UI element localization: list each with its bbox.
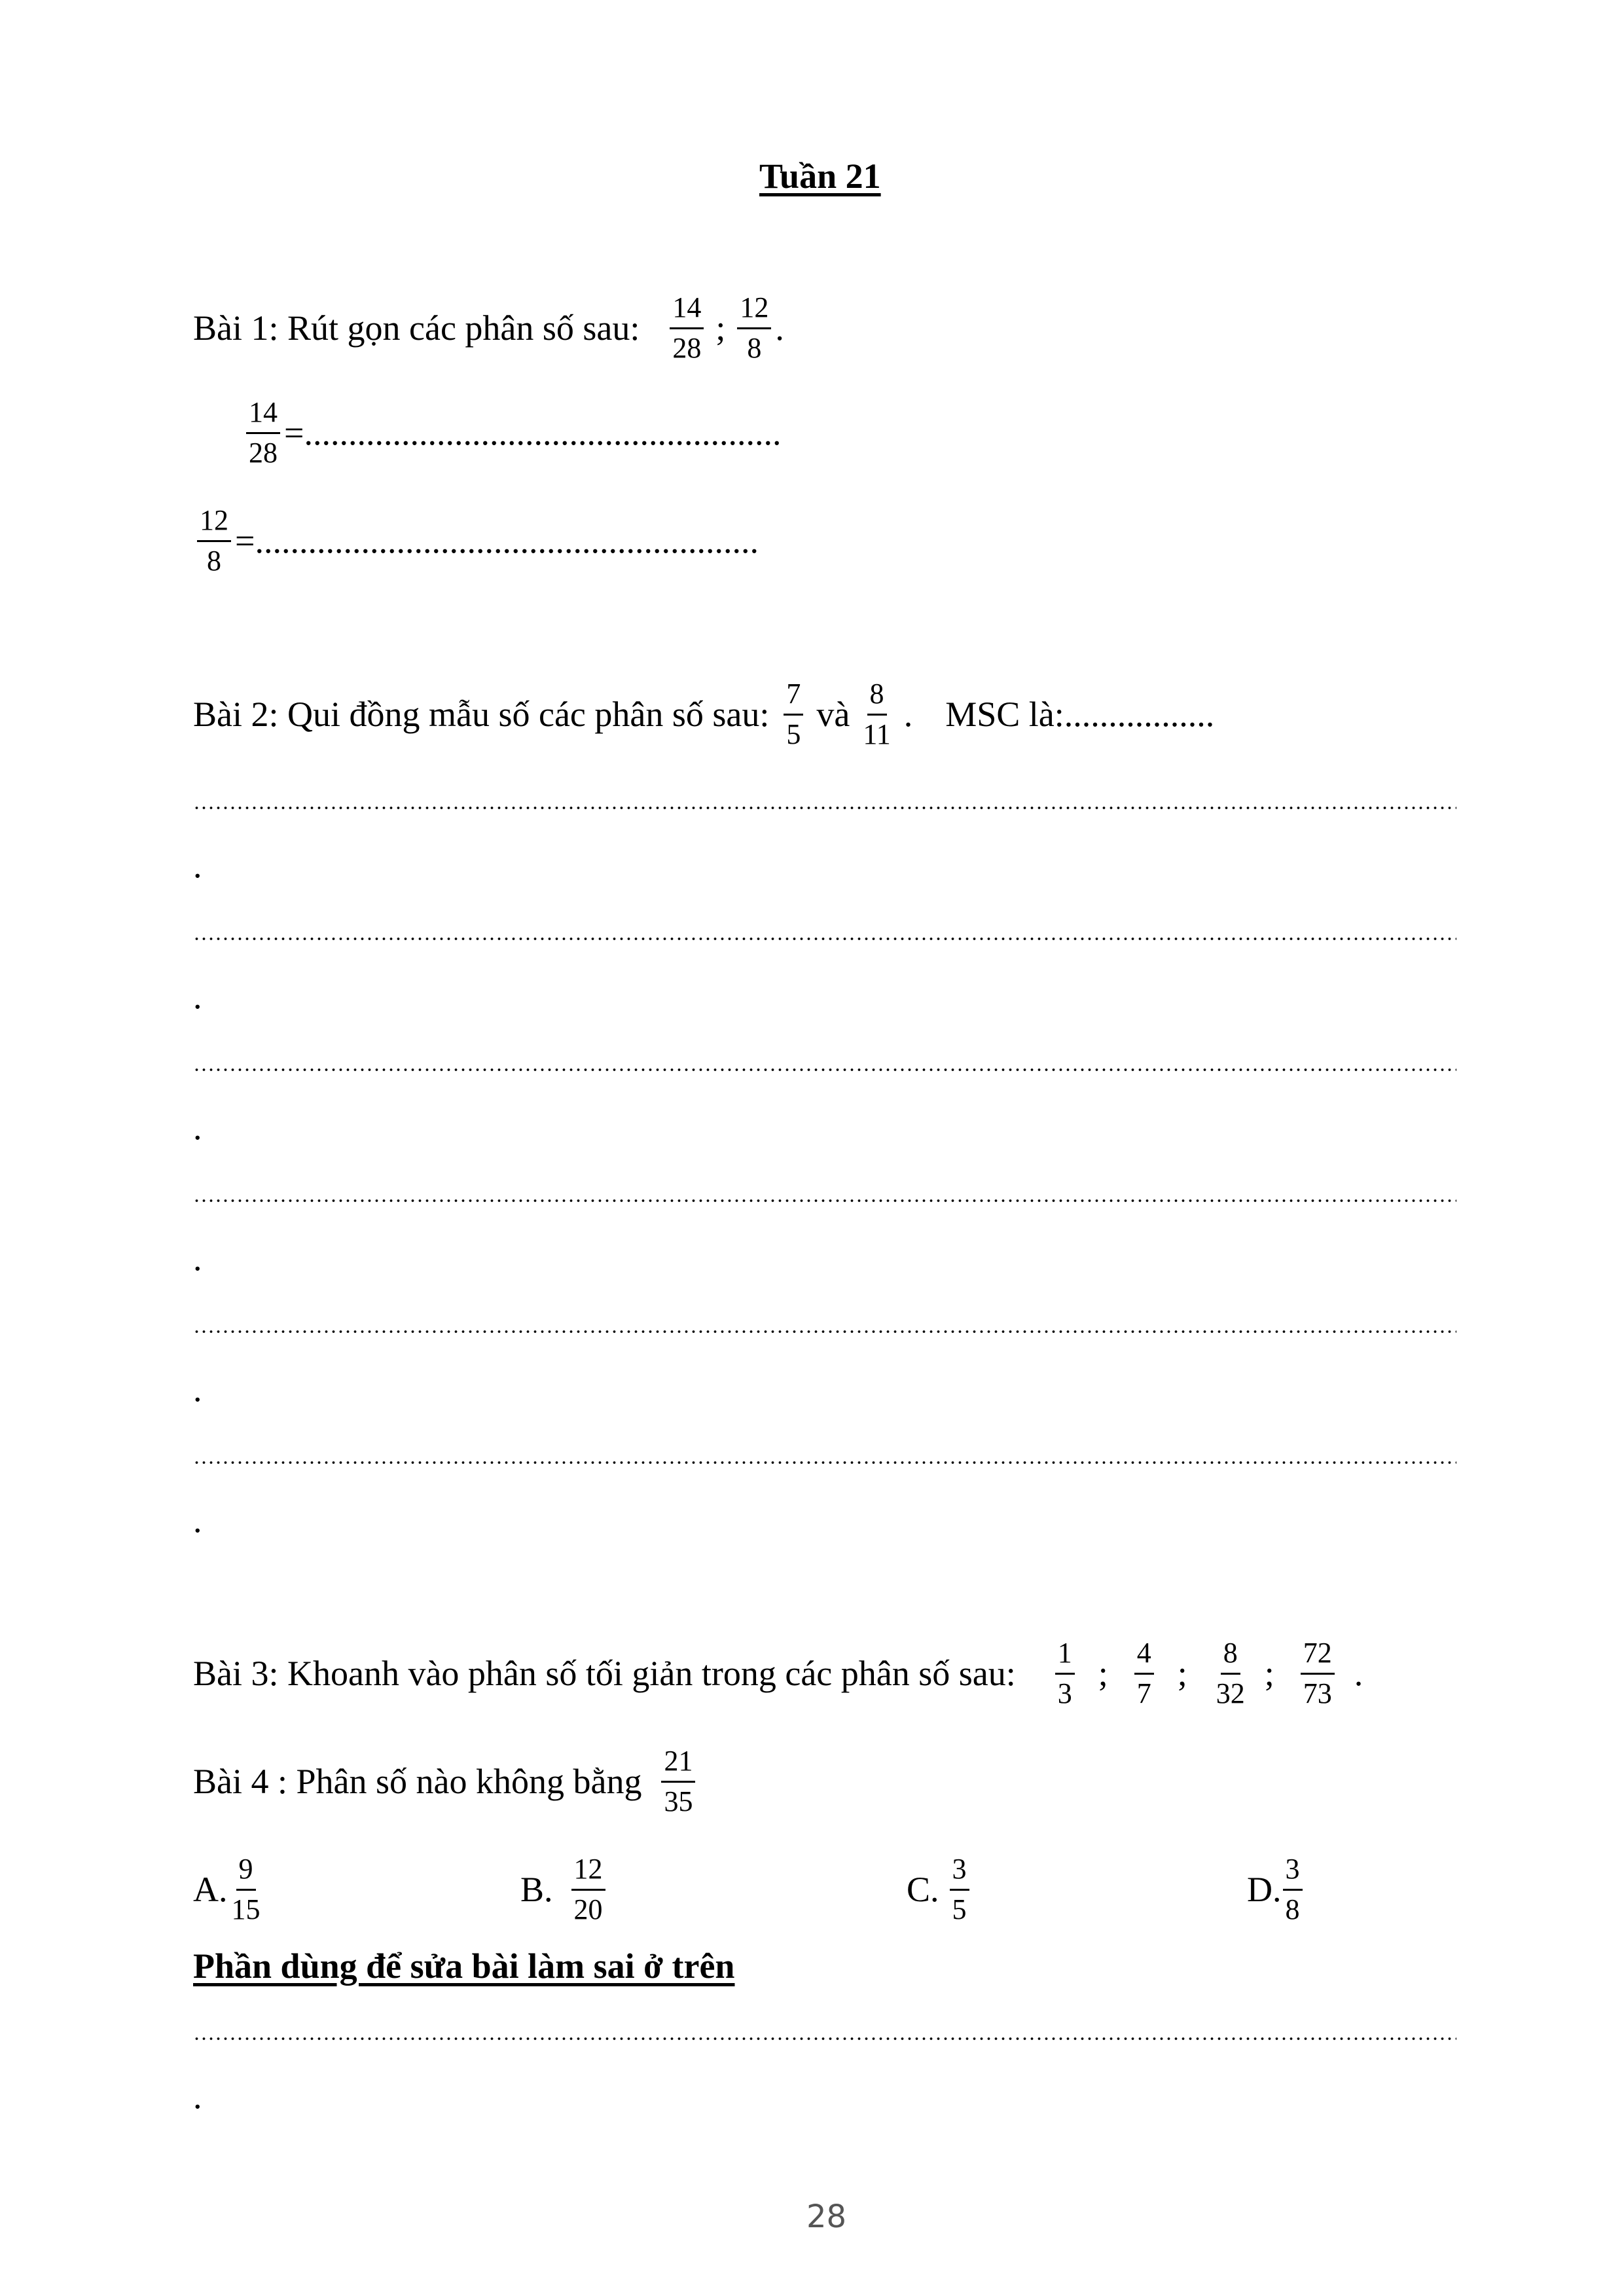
option-a[interactable]: A. $\frac{9}{15}$ xyxy=(193,1853,267,1926)
exercise-3-prompt: Bài 3: Khoanh vào phân số tối giản trong các phân số sau: xyxy=(193,1654,1016,1694)
exercise-3-prompt-row: Bài 3: Khoanh vào phân số tối giản trong các phân số sau: $\frac{1}{3}$ ; $\frac{4}{7}$ ; $\frac{8}{32}$ ; $\frac{72}{73}$ . xyxy=(193,1637,1363,1709)
answer-line-end: . xyxy=(193,1239,202,1278)
msc-field[interactable]: MSC là:................. xyxy=(945,695,1215,735)
exercise-1-answer-line-1[interactable]: $\frac{14}{28}$ =...................................................... xyxy=(242,396,781,469)
exercise-2-prompt: Bài 2: Qui đồng mẫu số các phân số sau: xyxy=(193,695,770,735)
fraction: $\frac{8}{11}$ xyxy=(863,678,891,750)
answer-line[interactable] xyxy=(193,1330,1456,1333)
fraction-option[interactable]: $\frac{8}{32}$ xyxy=(1216,1637,1245,1709)
fraction: $\frac{7}{5}$ xyxy=(784,678,803,751)
answer-line[interactable] xyxy=(193,1461,1456,1464)
answer-line-end: . xyxy=(193,977,202,1016)
fraction-option[interactable]: $\frac{4}{7}$ xyxy=(1134,1637,1154,1710)
fraction: $\frac{12}{8}$ xyxy=(197,504,231,577)
fraction: $\frac{21}{35}$ xyxy=(661,1745,695,1818)
correction-line-end: . xyxy=(193,2077,202,2116)
page-number: 28 xyxy=(806,2198,847,2235)
fraction: $\frac{9}{15}$ xyxy=(231,1853,261,1925)
option-c[interactable]: C. $\frac{3}{5}$ xyxy=(907,1853,973,1926)
answer-line-end: . xyxy=(193,1501,202,1540)
answer-line[interactable] xyxy=(193,1199,1456,1202)
fraction: $\frac{14}{28}$ xyxy=(246,396,280,469)
exercise-1-answer-line-2[interactable]: $\frac{12}{8}$ =......................................................... xyxy=(193,504,759,577)
fraction: $\frac{3}{5}$ xyxy=(950,1853,969,1926)
correction-heading: Phần dùng để sửa bài làm sai ở trên xyxy=(193,1946,735,1986)
answer-line[interactable] xyxy=(193,1068,1456,1071)
exercise-2-prompt-row: Bài 2: Qui đồng mẫu số các phân số sau: $\frac{7}{5}$ và $\frac{8}{11}$ . MSC là:................. xyxy=(193,678,1215,750)
answer-line-end: . xyxy=(193,846,202,885)
exercise-4-prompt: Bài 4 : Phân số nào không bằng xyxy=(193,1762,642,1802)
option-b[interactable]: B. $\frac{12}{20}$ xyxy=(520,1853,609,1926)
answer-line-end: . xyxy=(193,1370,202,1409)
page-title: Tuần 21 xyxy=(759,156,881,196)
fraction-option[interactable]: $\frac{1}{3}$ xyxy=(1055,1637,1075,1710)
answer-line-end: . xyxy=(193,1108,202,1147)
fraction: $\frac{14}{28}$ xyxy=(670,291,704,365)
correction-line[interactable] xyxy=(193,2037,1456,2040)
exercise-1-prompt-row: Bài 1: Rút gọn các phân số sau: $\frac{14}{28}$ ; $\frac{12}{8}$ . xyxy=(193,291,784,364)
exercise-4-prompt-row xyxy=(193,1745,699,1818)
exercise-1-prompt: Bài 1: Rút gọn các phân số sau: xyxy=(193,308,640,348)
fraction: $\frac{12}{8}$ xyxy=(737,291,771,365)
option-d[interactable]: D. $\frac{3}{8}$ xyxy=(1247,1853,1307,1926)
answer-line[interactable] xyxy=(193,938,1456,940)
fraction-option[interactable]: $\frac{72}{73}$ xyxy=(1301,1637,1335,1710)
fraction: $\frac{12}{20}$ xyxy=(571,1853,605,1926)
fraction: $\frac{3}{8}$ xyxy=(1283,1853,1303,1926)
answer-line[interactable] xyxy=(193,807,1456,809)
